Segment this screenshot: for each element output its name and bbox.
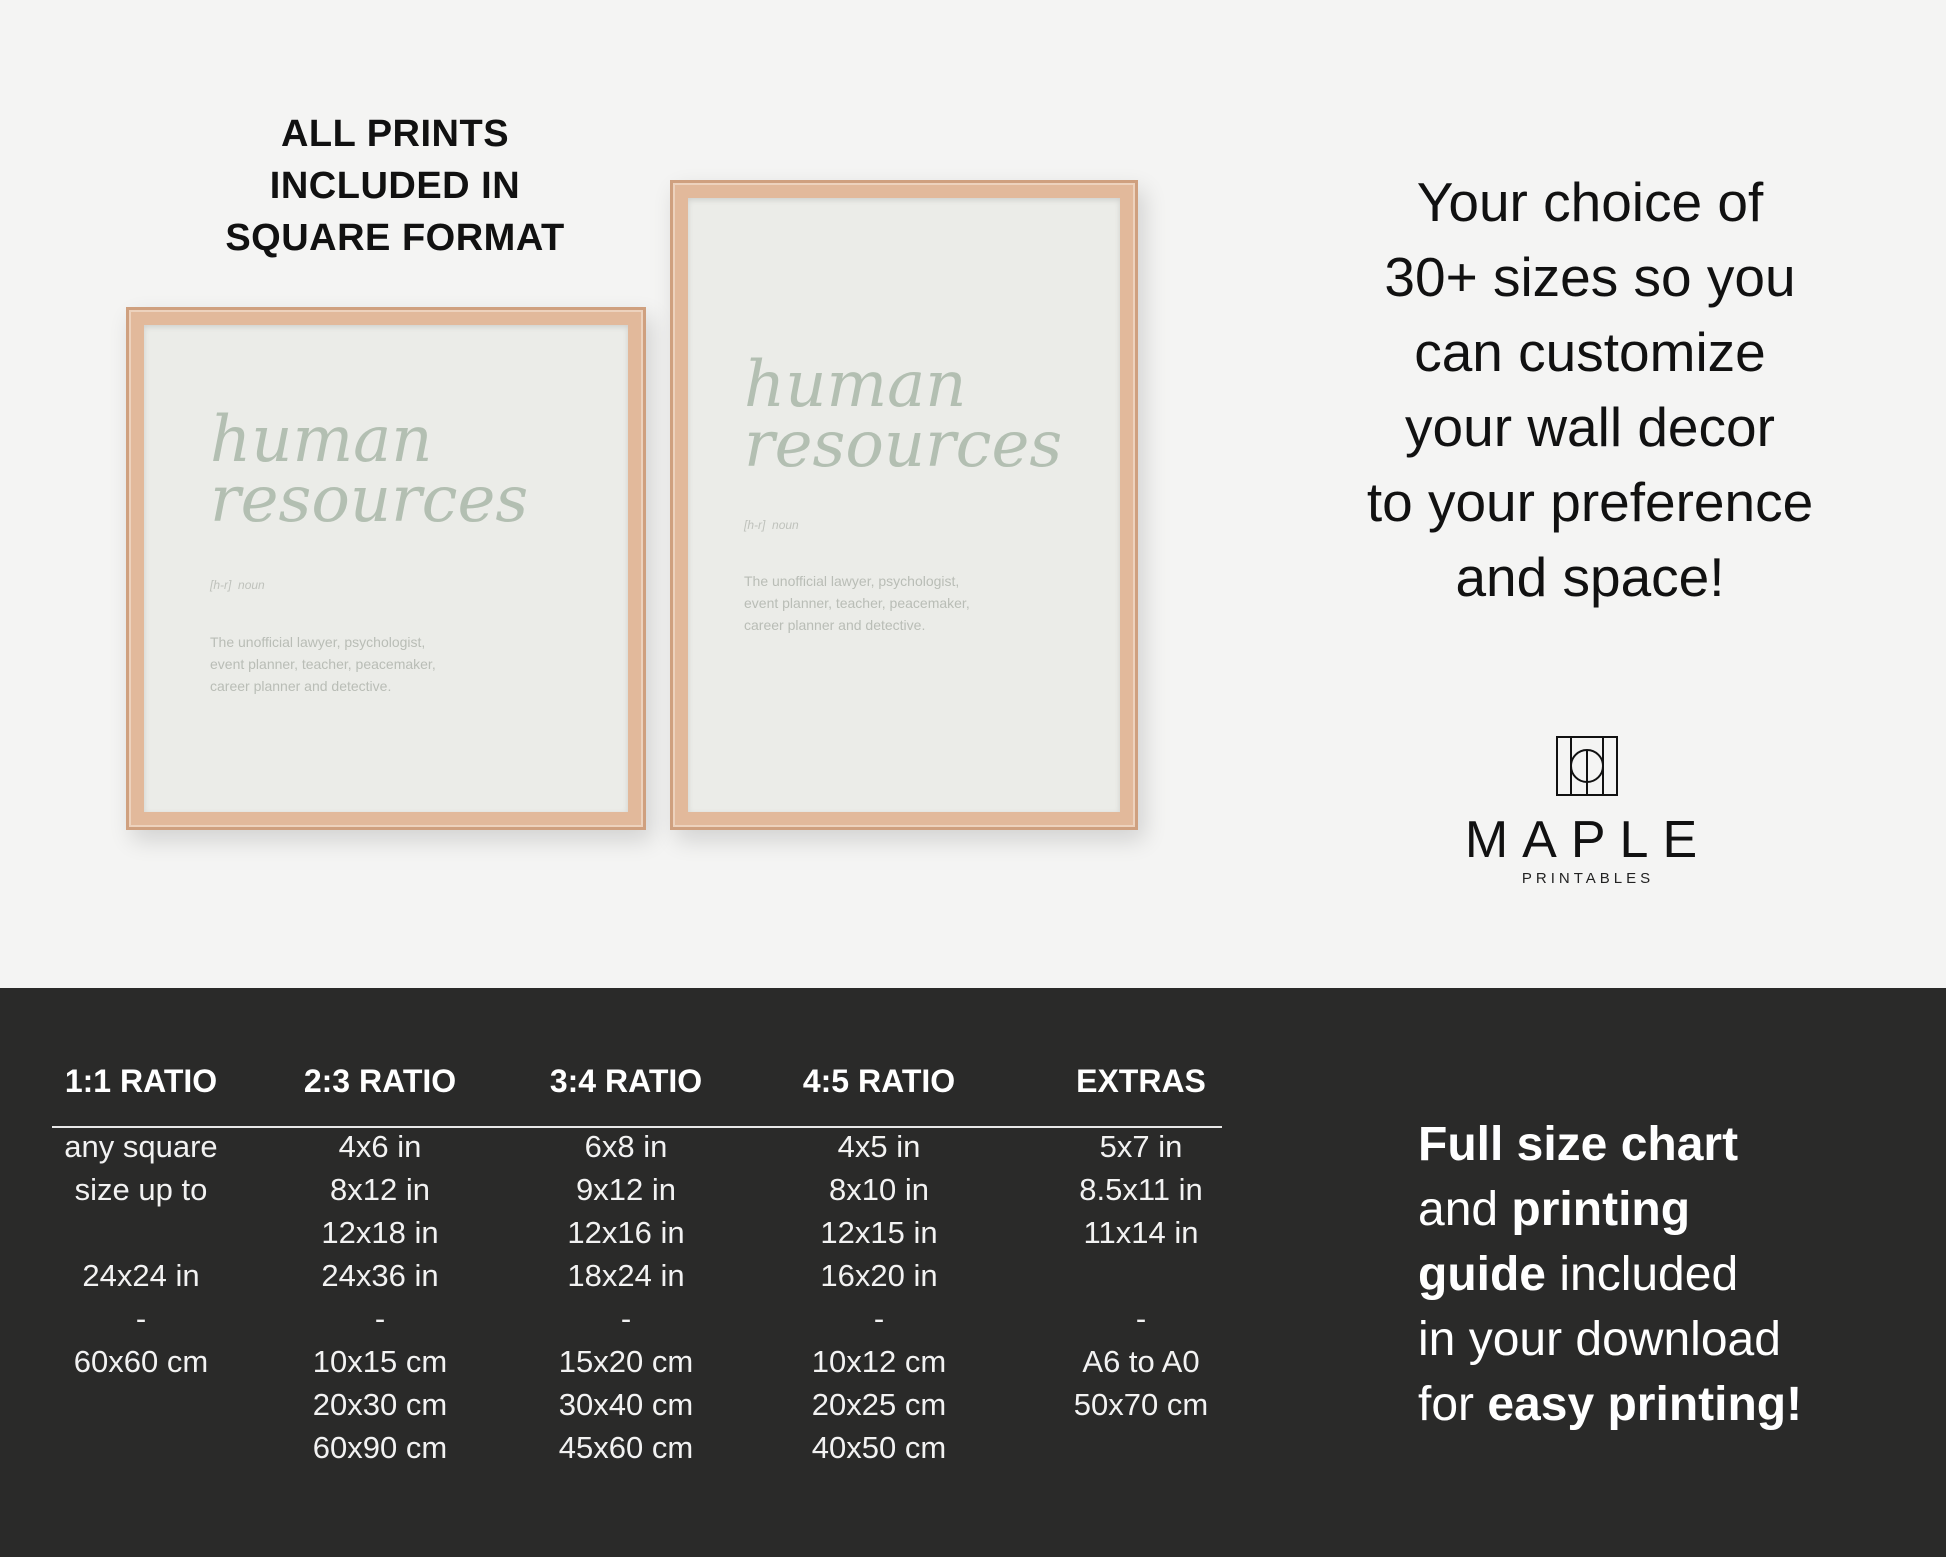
maple-logo-icon — [1556, 736, 1618, 796]
print-phonetic: [h-r] noun — [744, 518, 799, 532]
table-cell: 12x15 in — [820, 1215, 938, 1250]
table-cell: 18x24 in — [567, 1258, 685, 1293]
fullsize-chart-text: Full size chart and printing guide included in your download for easy printing! — [1418, 1118, 1803, 1431]
table-cell: 30x40 cm — [558, 1387, 694, 1422]
table-cell: - — [1135, 1301, 1147, 1336]
size-choice-text: Your choice of 30+ sizes so you can customize your wall decor to your preference and space! — [1366, 171, 1814, 608]
column-header: 1:1 RATIO — [64, 1063, 218, 1099]
table-cell: 24x36 in — [321, 1258, 439, 1293]
print-title-line1: human — [744, 348, 967, 422]
column-header: 4:5 RATIO — [802, 1063, 956, 1099]
table-cell: - — [873, 1301, 885, 1336]
print-mat — [144, 325, 628, 812]
print-definition: The unofficial lawyer, psychologist, event planner, teacher, peacemaker, career planner and detective. — [210, 634, 436, 694]
print-mat — [688, 198, 1120, 812]
table-cell: 4x6 in — [338, 1129, 422, 1164]
table-cell — [21, 1211, 261, 1254]
table-cell: 9x12 in — [576, 1172, 676, 1207]
table-cell: 20x30 cm — [312, 1387, 448, 1422]
table-cell: 5x7 in — [1099, 1129, 1183, 1164]
table-cell: 60x60 cm — [73, 1344, 209, 1379]
table-cell: 24x24 in — [82, 1258, 200, 1293]
table-cell: 40x50 cm — [811, 1430, 947, 1465]
ratio-column-1-1 — [21, 1055, 261, 1383]
table-cell: 8x12 in — [330, 1172, 430, 1207]
table-cell: 6x8 in — [584, 1129, 668, 1164]
print-title-line2: resources — [744, 408, 1063, 482]
table-cell: 8x10 in — [829, 1172, 929, 1207]
table-cell: - — [374, 1301, 386, 1336]
table-header-divider — [52, 1126, 1222, 1128]
table-cell: 12x18 in — [321, 1215, 439, 1250]
column-header: EXTRAS — [1076, 1063, 1206, 1099]
logo-subtitle: PRINTABLES — [1521, 870, 1655, 887]
table-cell: 12x16 in — [567, 1215, 685, 1250]
headline-line: INCLUDED IN — [269, 165, 521, 207]
table-cell: 15x20 cm — [558, 1344, 694, 1379]
logo-name: MAPLE — [1464, 811, 1712, 869]
table-cell: size up to — [74, 1172, 208, 1207]
table-cell: 50x70 cm — [1073, 1387, 1209, 1422]
headline — [195, 108, 595, 264]
table-cell: 4x5 in — [837, 1129, 921, 1164]
table-cell: any square — [64, 1129, 218, 1164]
table-cell — [1021, 1254, 1261, 1297]
table-cell: 10x12 cm — [811, 1344, 947, 1379]
extras-column — [1021, 1055, 1261, 1426]
table-cell: 10x15 cm — [312, 1344, 448, 1379]
tall-print-frame — [670, 180, 1138, 830]
ratio-column-3-4 — [506, 1055, 746, 1469]
table-cell: - — [135, 1301, 147, 1336]
ratio-column-4-5 — [759, 1055, 999, 1469]
print-title-line2: resources — [210, 463, 529, 537]
headline-line: ALL PRINTS — [280, 113, 510, 155]
print-definition: The unofficial lawyer, psychologist, event planner, teacher, peacemaker, career planner and detective. — [744, 573, 970, 633]
square-print-frame — [126, 307, 646, 830]
table-cell: A6 to A0 — [1082, 1344, 1200, 1379]
table-cell: 8.5x11 in — [1079, 1172, 1203, 1207]
table-cell: 16x20 in — [820, 1258, 938, 1293]
table-cell: 20x25 cm — [811, 1387, 947, 1422]
print-phonetic: [h-r] noun — [210, 578, 265, 592]
print-title-line1: human — [210, 403, 433, 477]
table-cell: 45x60 cm — [558, 1430, 694, 1465]
column-header: 3:4 RATIO — [549, 1063, 703, 1099]
column-header: 2:3 RATIO — [303, 1063, 457, 1099]
table-cell: - — [620, 1301, 632, 1336]
ratio-column-2-3 — [260, 1055, 500, 1469]
table-cell: 11x14 in — [1083, 1215, 1199, 1250]
headline-line: SQUARE FORMAT — [225, 217, 565, 259]
table-cell: 60x90 cm — [312, 1430, 448, 1465]
